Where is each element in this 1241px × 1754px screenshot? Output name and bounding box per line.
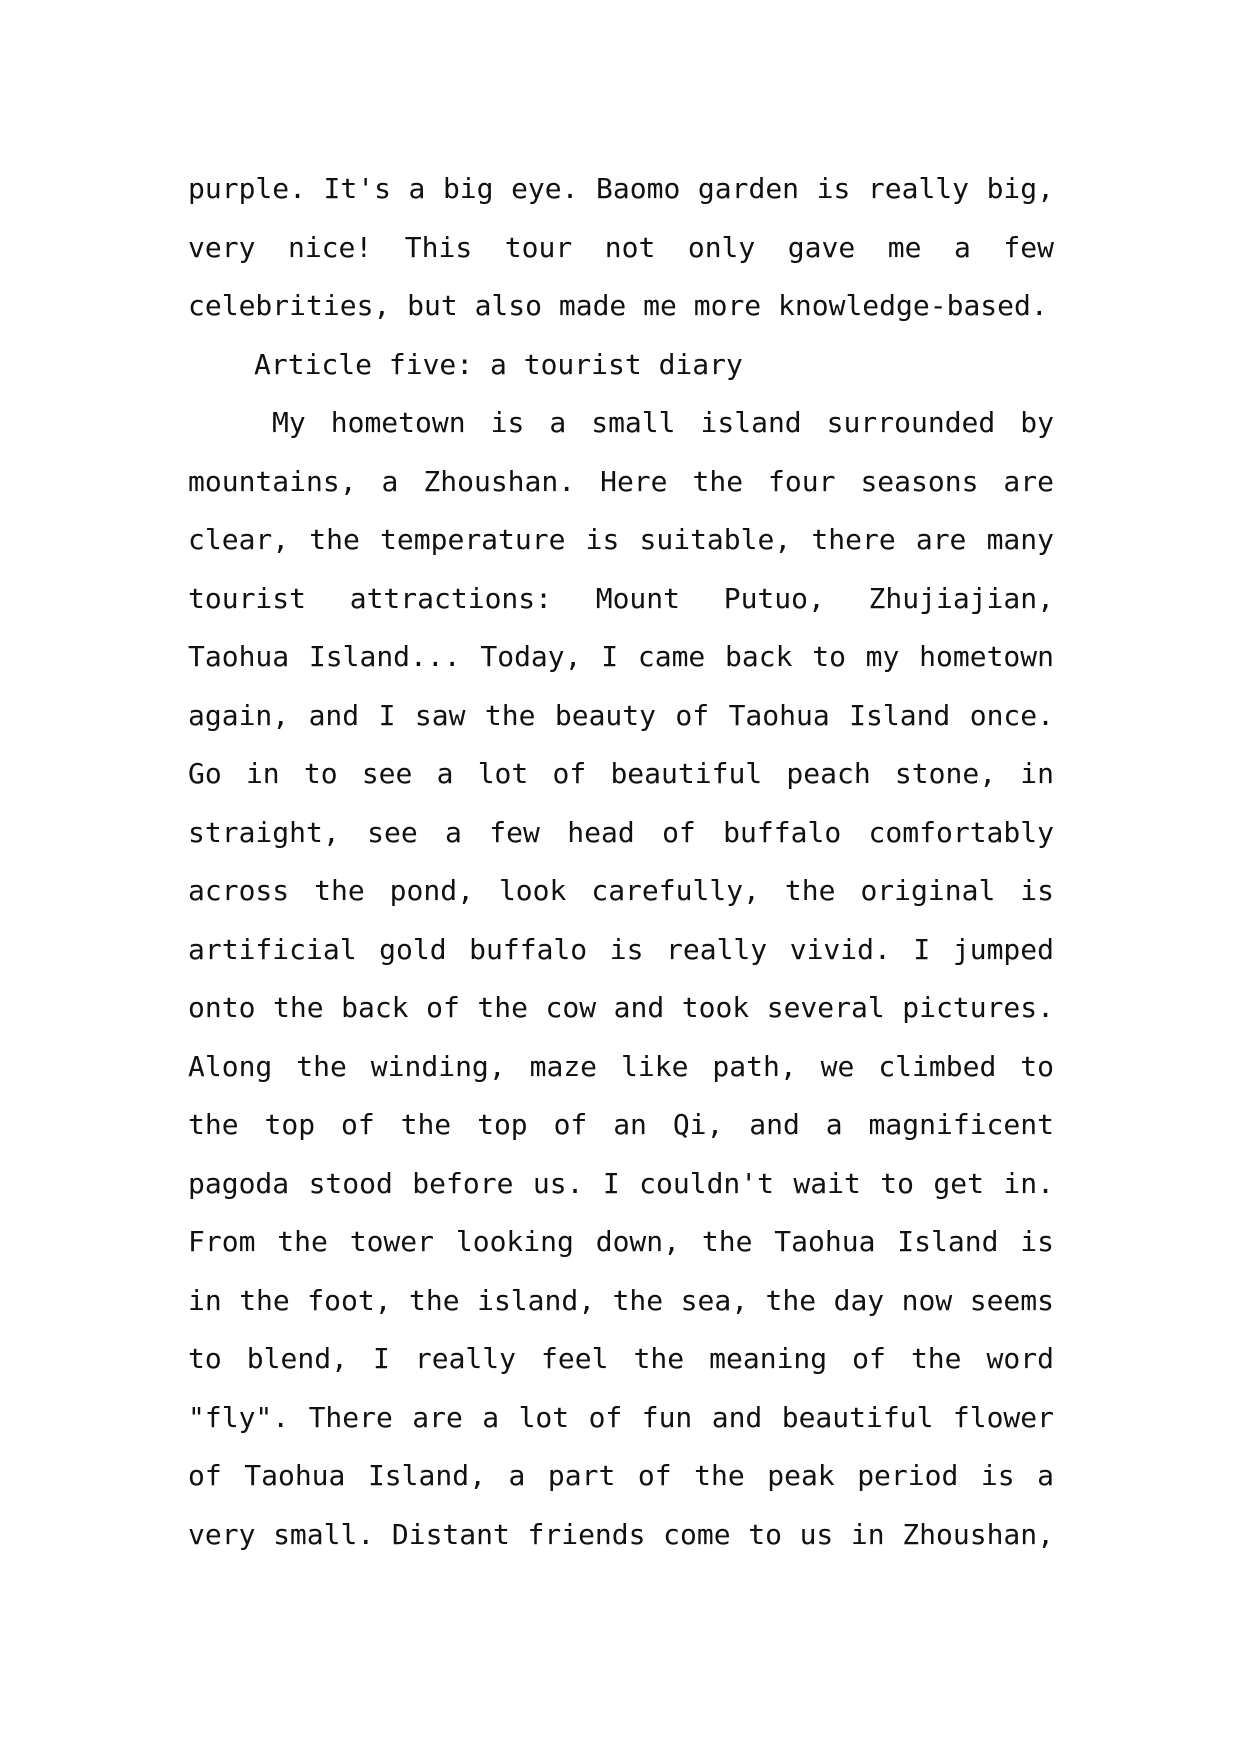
text-line: to blend, I really feel the meaning of the word — [188, 1342, 1054, 1375]
text-line: clear, the temperature is suitable, there are many — [188, 523, 1054, 556]
text-line: My hometown is a small island surrounded by — [272, 406, 1054, 439]
text-line: "fly". There are a lot of fun and beautiful flower — [188, 1400, 1054, 1434]
text-line: purple. It's a big eye. Baomo garden is really big, — [188, 172, 1054, 205]
text-line: Go in to see a lot of beautiful peach stone, in — [188, 757, 1054, 790]
article-heading: Article five: a tourist diary — [254, 347, 743, 381]
text-line: in the foot, the island, the sea, the day now seems — [188, 1283, 1054, 1317]
text-line: straight, see a few head of buffalo comfortably — [188, 815, 1054, 849]
text-line: celebrities, but also made me more knowledge-based. — [188, 289, 1048, 322]
text-line: across the pond, look carefully, the original is — [188, 874, 1054, 907]
text-line: pagoda stood before us. I couldn't wait to get in. — [188, 1166, 1054, 1200]
text-line: onto the back of the cow and took several pictures. — [188, 991, 1054, 1024]
text-line: Along the winding, maze like path, we climbed to — [188, 1049, 1054, 1083]
paragraph — [188, 394, 1054, 1564]
text-line: mountains, a Zhoushan. Here the four seasons are — [188, 464, 1054, 498]
text-line: From the tower looking down, the Taohua Island is — [188, 1225, 1054, 1258]
text-line: very nice! This tour not only gave me a few — [188, 230, 1054, 264]
text-line: Taohua Island... Today, I came back to my hometown — [188, 640, 1054, 673]
document-body — [188, 160, 1054, 1564]
text-line: tourist attractions: Mount Putuo, Zhujiajian, — [188, 581, 1054, 615]
text-line: artificial gold buffalo is really vivid. I jumped — [188, 932, 1054, 966]
text-line: the top of the top of an Qi, and a magnificent — [188, 1108, 1054, 1141]
text-line: again, and I saw the beauty of Taohua Island once. — [188, 698, 1054, 732]
text-line: of Taohua Island, a part of the peak period is a — [188, 1459, 1054, 1492]
text-line: very small. Distant friends come to us in Zhoushan, — [188, 1517, 1054, 1551]
